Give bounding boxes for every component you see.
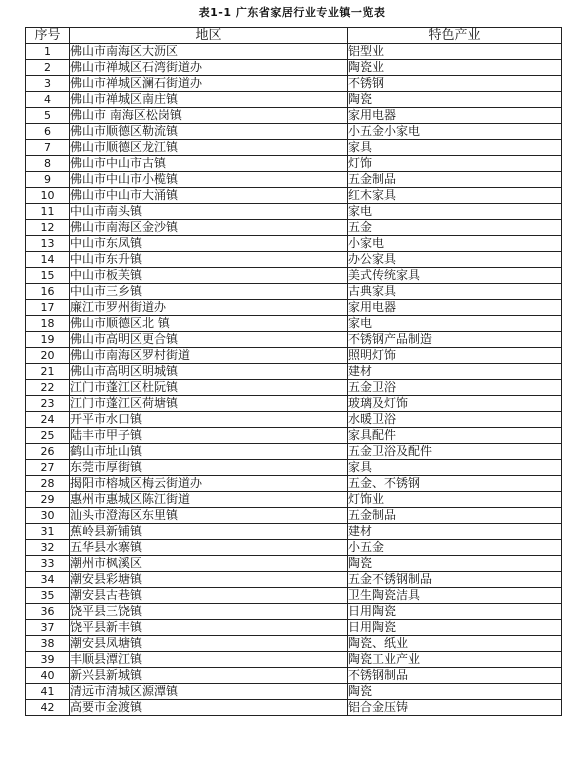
row-industry: 红木家具	[348, 188, 562, 204]
row-number: 23	[26, 396, 70, 412]
row-region: 东莞市厚街镇	[70, 460, 348, 476]
row-region: 江门市蓬江区荷塘镇	[70, 396, 348, 412]
row-industry: 家用电器	[348, 108, 562, 124]
table-row	[26, 204, 562, 220]
table-row	[26, 492, 562, 508]
row-number: 6	[26, 124, 70, 140]
row-number: 31	[26, 524, 70, 540]
row-region: 新兴县新城镇	[70, 668, 348, 684]
table-row	[26, 364, 562, 380]
row-industry: 五金制品	[348, 508, 562, 524]
row-region: 惠州市惠城区陈江街道	[70, 492, 348, 508]
table-row	[26, 300, 562, 316]
table-row	[26, 396, 562, 412]
row-number: 32	[26, 540, 70, 556]
table-row	[26, 60, 562, 76]
row-industry: 日用陶瓷	[348, 620, 562, 636]
row-number: 18	[26, 316, 70, 332]
row-industry: 不锈钢	[348, 76, 562, 92]
row-region: 佛山市南海区金沙镇	[70, 220, 348, 236]
row-number: 16	[26, 284, 70, 300]
table-row	[26, 428, 562, 444]
table-row	[26, 252, 562, 268]
row-region: 佛山市中山市古镇	[70, 156, 348, 172]
row-region: 饶平县新丰镇	[70, 620, 348, 636]
row-region: 饶平县三饶镇	[70, 604, 348, 620]
row-region: 高要市金渡镇	[70, 700, 348, 716]
row-number: 24	[26, 412, 70, 428]
row-number: 5	[26, 108, 70, 124]
row-number: 38	[26, 636, 70, 652]
row-number: 39	[26, 652, 70, 668]
row-region: 佛山市顺德区勒流镇	[70, 124, 348, 140]
table-row	[26, 412, 562, 428]
row-industry: 陶瓷业	[348, 60, 562, 76]
table-row	[26, 540, 562, 556]
row-number: 25	[26, 428, 70, 444]
row-industry: 五金卫浴	[348, 380, 562, 396]
row-industry: 美式传统家具	[348, 268, 562, 284]
row-region: 江门市蓬江区杜阮镇	[70, 380, 348, 396]
row-number: 1	[26, 44, 70, 60]
row-number: 13	[26, 236, 70, 252]
row-number: 42	[26, 700, 70, 716]
table-row	[26, 684, 562, 700]
row-number: 4	[26, 92, 70, 108]
row-region: 中山市东升镇	[70, 252, 348, 268]
table-row	[26, 476, 562, 492]
table-title: 表1-1 广东省家居行业专业镇一览表	[198, 6, 386, 19]
table-row	[26, 380, 562, 396]
row-industry: 灯饰业	[348, 492, 562, 508]
row-region: 中山市东凤镇	[70, 236, 348, 252]
row-industry: 五金制品	[348, 172, 562, 188]
row-number: 7	[26, 140, 70, 156]
row-region: 鹤山市址山镇	[70, 444, 348, 460]
row-industry: 古典家具	[348, 284, 562, 300]
row-region: 五华县水寨镇	[70, 540, 348, 556]
row-region: 潮安县古巷镇	[70, 588, 348, 604]
row-region: 潮安县凤塘镇	[70, 636, 348, 652]
row-region: 潮安县彩塘镇	[70, 572, 348, 588]
row-region: 丰顺县潭江镇	[70, 652, 348, 668]
table-row	[26, 620, 562, 636]
table-row	[26, 444, 562, 460]
table-row	[26, 44, 562, 60]
table-header-row	[26, 28, 562, 44]
row-number: 36	[26, 604, 70, 620]
row-number: 28	[26, 476, 70, 492]
row-number: 22	[26, 380, 70, 396]
row-industry: 水暖卫浴	[348, 412, 562, 428]
row-number: 14	[26, 252, 70, 268]
row-industry: 家具配件	[348, 428, 562, 444]
row-industry: 陶瓷	[348, 556, 562, 572]
row-region: 潮州市枫溪区	[70, 556, 348, 572]
table-row	[26, 572, 562, 588]
table-row	[26, 172, 562, 188]
table-row	[26, 524, 562, 540]
table-row	[26, 332, 562, 348]
row-region: 佛山市中山市小榄镇	[70, 172, 348, 188]
row-number: 10	[26, 188, 70, 204]
table-row	[26, 508, 562, 524]
row-region: 佛山市禅城区南庄镇	[70, 92, 348, 108]
row-number: 33	[26, 556, 70, 572]
row-region: 佛山市禅城区石湾街道办	[70, 60, 348, 76]
row-region: 佛山市高明区更合镇	[70, 332, 348, 348]
table-row	[26, 604, 562, 620]
row-industry: 灯饰	[348, 156, 562, 172]
table-row	[26, 636, 562, 652]
row-industry: 陶瓷、纸业	[348, 636, 562, 652]
row-region: 廉江市罗州街道办	[70, 300, 348, 316]
table-row	[26, 556, 562, 572]
header-industry: 特色产业	[348, 28, 562, 44]
row-industry: 卫生陶瓷洁具	[348, 588, 562, 604]
row-region: 中山市三乡镇	[70, 284, 348, 300]
row-number: 9	[26, 172, 70, 188]
row-industry: 日用陶瓷	[348, 604, 562, 620]
row-region: 清远市清城区源潭镇	[70, 684, 348, 700]
row-industry: 玻璃及灯饰	[348, 396, 562, 412]
table-row	[26, 124, 562, 140]
table-row	[26, 284, 562, 300]
row-number: 3	[26, 76, 70, 92]
table-row	[26, 700, 562, 716]
row-number: 17	[26, 300, 70, 316]
table-row	[26, 188, 562, 204]
row-industry: 建材	[348, 524, 562, 540]
row-number: 20	[26, 348, 70, 364]
row-industry: 小五金小家电	[348, 124, 562, 140]
row-industry: 小家电	[348, 236, 562, 252]
row-number: 37	[26, 620, 70, 636]
table-row	[26, 236, 562, 252]
row-industry: 家具	[348, 460, 562, 476]
row-number: 2	[26, 60, 70, 76]
table-row	[26, 156, 562, 172]
table-row	[26, 108, 562, 124]
row-industry: 陶瓷	[348, 92, 562, 108]
row-number: 21	[26, 364, 70, 380]
table-row	[26, 220, 562, 236]
row-number: 40	[26, 668, 70, 684]
row-industry: 五金	[348, 220, 562, 236]
row-industry: 陶瓷	[348, 684, 562, 700]
row-industry: 建材	[348, 364, 562, 380]
row-industry: 办公家具	[348, 252, 562, 268]
row-industry: 铝合金压铸	[348, 700, 562, 716]
row-region: 汕头市澄海区东里镇	[70, 508, 348, 524]
row-region: 佛山市南海区大沥区	[70, 44, 348, 60]
table-row	[26, 316, 562, 332]
row-number: 15	[26, 268, 70, 284]
row-industry: 五金卫浴及配件	[348, 444, 562, 460]
row-industry: 照明灯饰	[348, 348, 562, 364]
row-number: 19	[26, 332, 70, 348]
row-industry: 五金、不锈钢	[348, 476, 562, 492]
row-number: 34	[26, 572, 70, 588]
table-row	[26, 140, 562, 156]
row-region: 佛山市中山市大涌镇	[70, 188, 348, 204]
row-number: 8	[26, 156, 70, 172]
table-row	[26, 268, 562, 284]
row-region: 佛山市顺德区龙江镇	[70, 140, 348, 156]
row-industry: 不锈钢产品制造	[348, 332, 562, 348]
row-number: 26	[26, 444, 70, 460]
row-industry: 家用电器	[348, 300, 562, 316]
row-industry: 小五金	[348, 540, 562, 556]
row-number: 29	[26, 492, 70, 508]
row-industry: 不锈钢制品	[348, 668, 562, 684]
row-number: 30	[26, 508, 70, 524]
row-region: 揭阳市榕城区梅云街道办	[70, 476, 348, 492]
table-row	[26, 348, 562, 364]
row-region: 佛山市禅城区澜石街道办	[70, 76, 348, 92]
row-number: 12	[26, 220, 70, 236]
table-row	[26, 652, 562, 668]
table-row	[26, 588, 562, 604]
row-industry: 家具	[348, 140, 562, 156]
row-region: 佛山市南海区罗村街道	[70, 348, 348, 364]
row-industry: 陶瓷工业产业	[348, 652, 562, 668]
row-number: 35	[26, 588, 70, 604]
row-industry: 家电	[348, 316, 562, 332]
row-region: 中山市板芙镇	[70, 268, 348, 284]
row-region: 蕉岭县新铺镇	[70, 524, 348, 540]
row-region: 佛山市高明区明城镇	[70, 364, 348, 380]
header-number: 序号	[26, 28, 70, 44]
row-region: 佛山市 南海区松岗镇	[70, 108, 348, 124]
row-region: 佛山市顺德区北 镇	[70, 316, 348, 332]
table-row	[26, 460, 562, 476]
row-industry: 铝型业	[348, 44, 562, 60]
row-number: 11	[26, 204, 70, 220]
row-industry: 家电	[348, 204, 562, 220]
row-number: 27	[26, 460, 70, 476]
row-region: 陆丰市甲子镇	[70, 428, 348, 444]
table-row	[26, 668, 562, 684]
row-region: 开平市水口镇	[70, 412, 348, 428]
table-row	[26, 76, 562, 92]
town-table	[25, 27, 562, 716]
row-industry: 五金不锈钢制品	[348, 572, 562, 588]
row-region: 中山市南头镇	[70, 204, 348, 220]
row-number: 41	[26, 684, 70, 700]
table-row	[26, 92, 562, 108]
header-region: 地区	[70, 28, 348, 44]
